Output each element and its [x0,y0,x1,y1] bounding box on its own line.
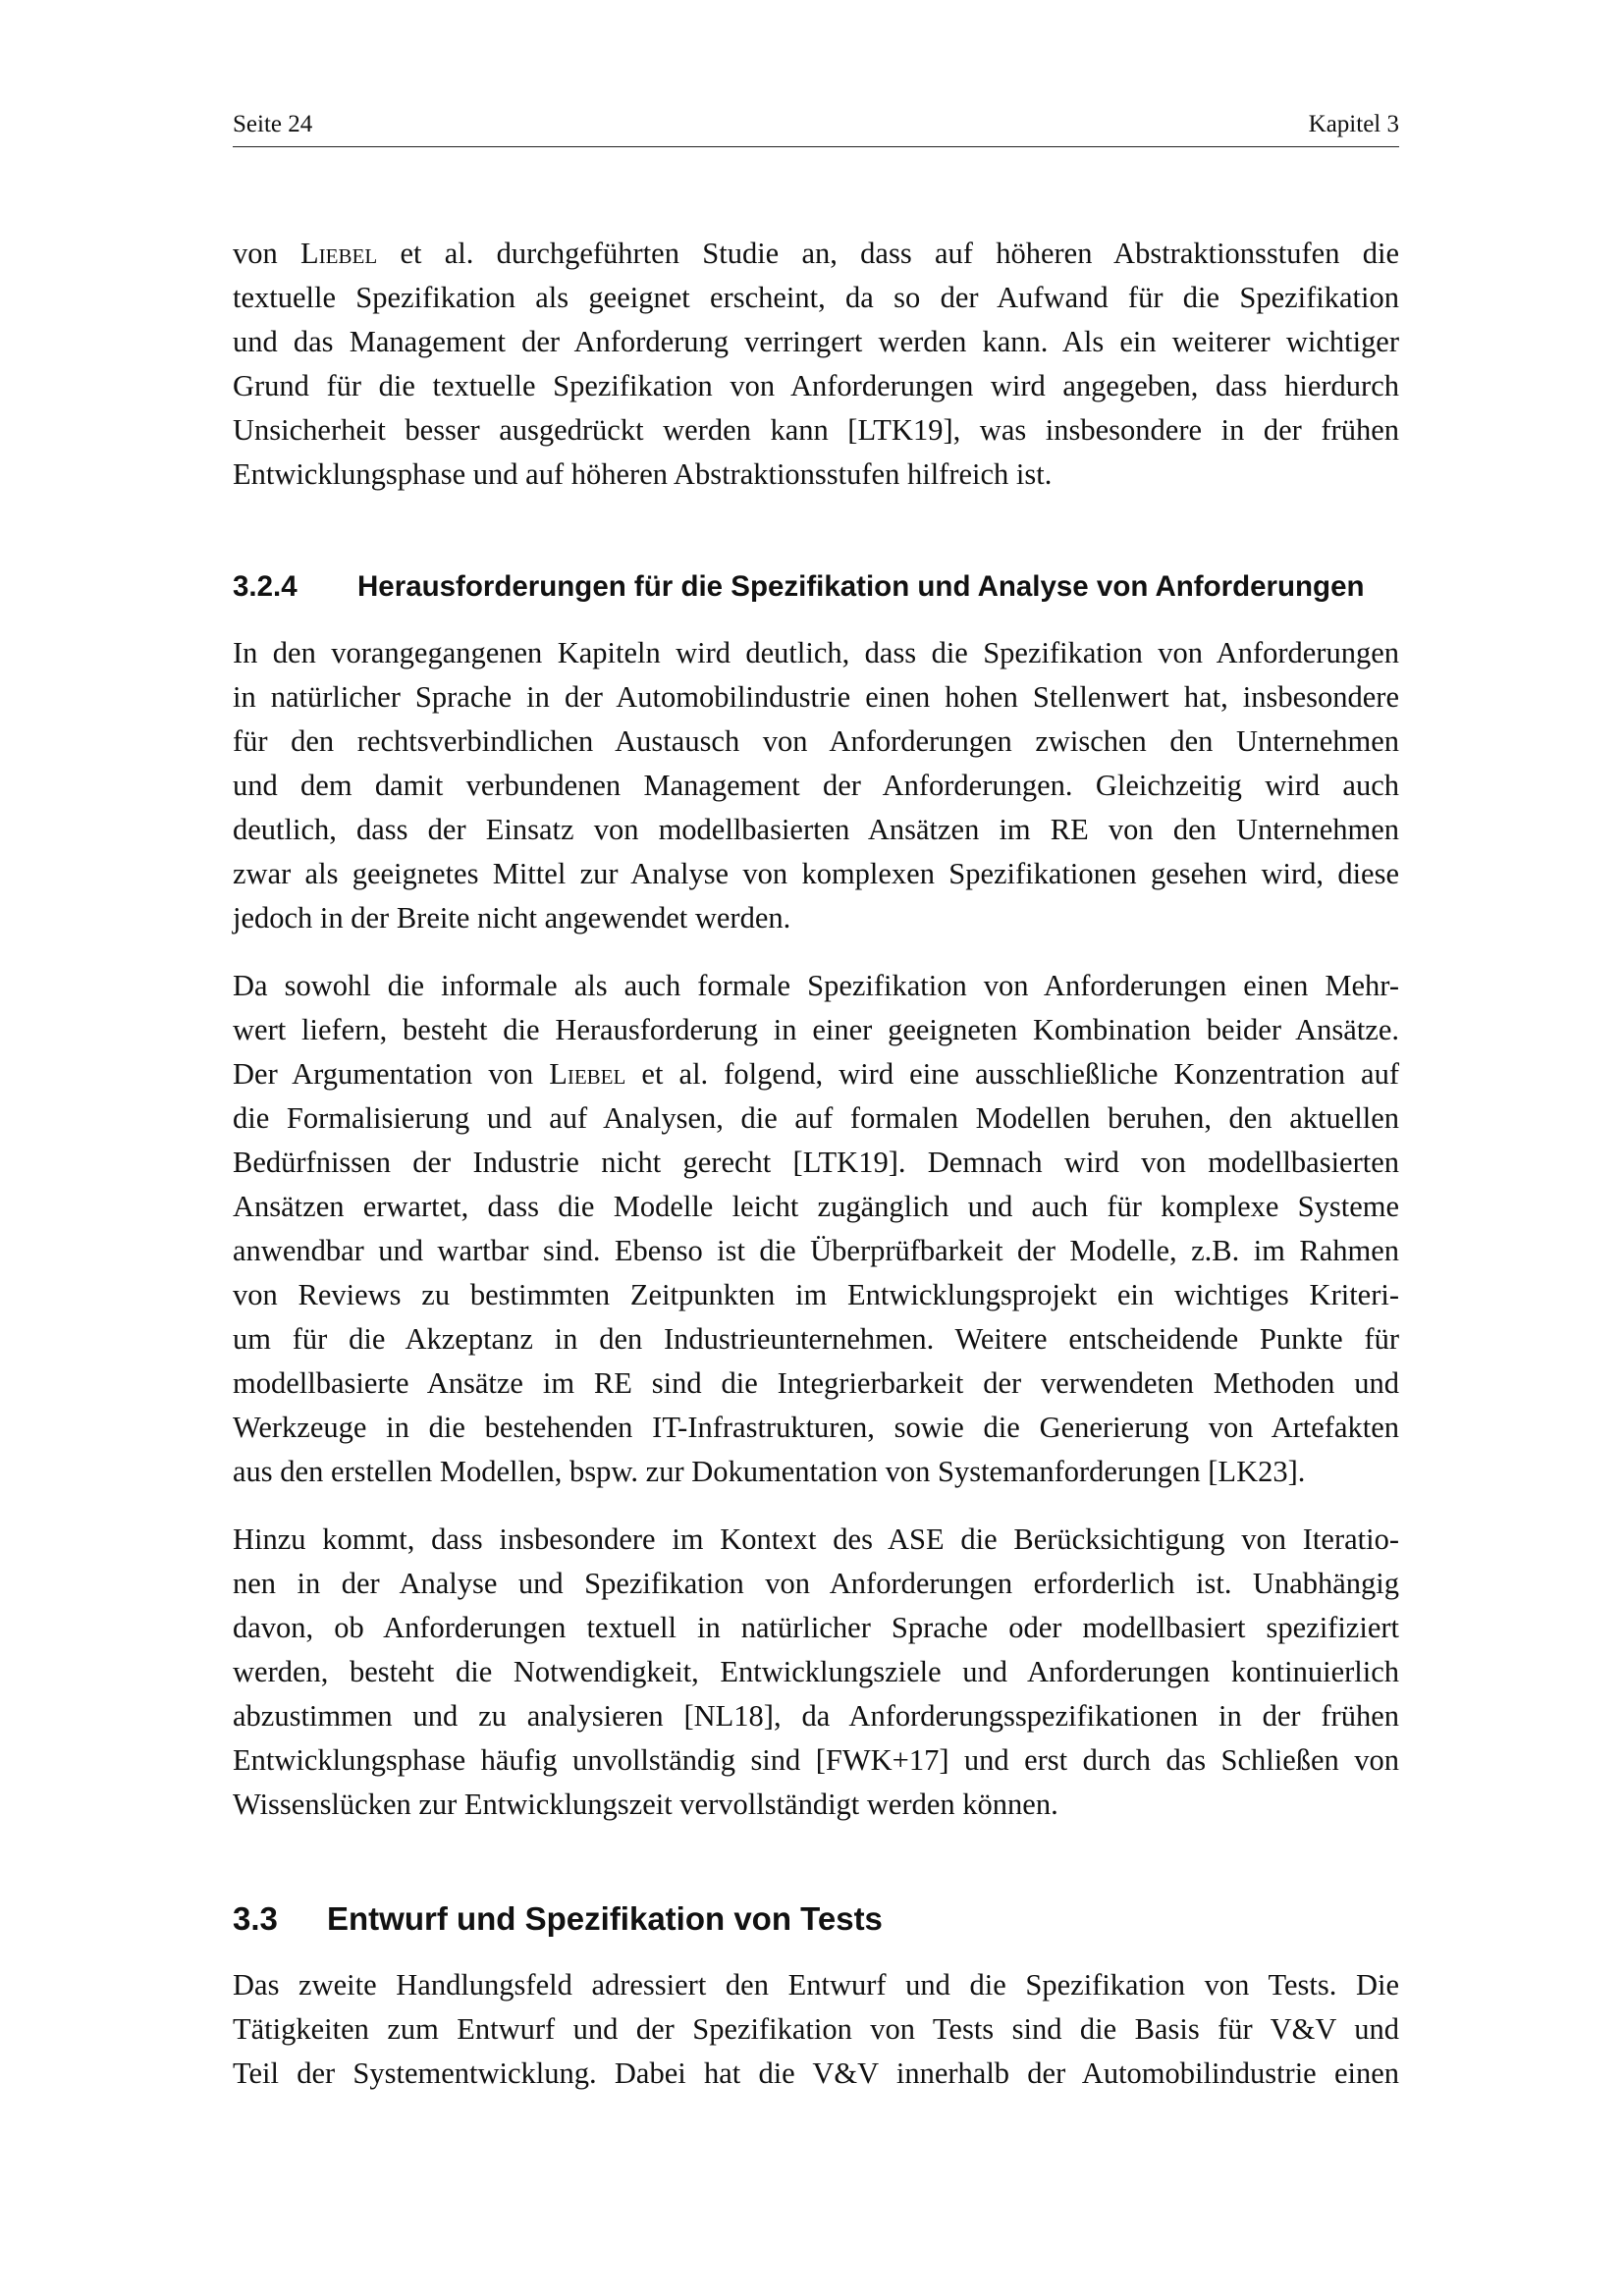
paragraph-4 [233,1518,1399,1827]
text-line: abzustimmen und zu analysieren [NL18], da Anforderungsspezifikationen in der frühen [233,1699,1399,1733]
text-line: für den rechtsverbindlichen Austausch von Anforderungen zwischen den Unternehmen [233,724,1399,758]
text-line: modellbasierte Ansätze im RE sind die Integrierbarkeit der verwendeten Methoden und [233,1366,1399,1400]
text-line: textuelle Spezifikation als geeignet erscheint, da so der Aufwand für die Spezifikation [233,281,1399,314]
text-line: von Reviews zu bestimmten Zeitpunkten im Entwicklungsprojekt ein wichtiges Kriteri- [233,1278,1399,1311]
paragraph-1 [233,232,1399,497]
text-line: Bedürfnissen der Industrie nicht gerecht [LTK19]. Demnach wird von modellbasierten [233,1146,1399,1179]
header-rule [233,146,1399,147]
text-line: davon, ob Anforderungen textuell in natürlicher Sprache oder modellbasiert spezifiziert [233,1611,1399,1644]
paragraph-5 [233,1963,1399,2096]
running-header [233,108,1399,141]
text-line: Tätigkeiten zum Entwurf und der Spezifikation von Tests sind die Basis für V&V und [233,2012,1399,2046]
author-name: Liebel [549,1057,626,1091]
section-title: Entwurf und Spezifikation von Tests [327,1900,883,1937]
section-heading-3-2-4 [233,567,1399,607]
paragraph-3 [233,964,1399,1494]
text-line: Da sowohl die informale als auch formale Spezifikation von Anforderungen einen Mehr- [233,969,1399,1002]
text-line: Der Argumentation von Liebel et al. folgend, wird eine ausschließliche Konzentration auf [233,1057,1400,1091]
text-line: jedoch in der Breite nicht angewendet werden. [233,901,791,934]
text-line: Entwicklungsphase häufig unvollständig sind [FWK+17] und erst durch das Schließen von [233,1743,1399,1777]
header-chapter: Kapitel 3 [1308,111,1399,137]
text-line: die Formalisierung und auf Analysen, die auf formalen Modellen beruhen, den aktuellen [233,1101,1399,1135]
section-number: 3.3 [233,1900,278,1937]
text-line: anwendbar und wartbar sind. Ebenso ist die Überprüfbarkeit der Modelle, z.B. im Rahmen [233,1234,1399,1267]
section-heading-3-3 [233,1897,1399,1941]
text-line: wert liefern, besteht die Herausforderung in einer geeigneten Kombination beider Ansätze. [233,1013,1399,1046]
text-line: und dem damit verbundenen Management der Anforderungen. Gleichzeitig wird auch [233,769,1399,802]
text-line: in natürlicher Sprache in der Automobilindustrie einen hohen Stellenwert hat, insbesondere [233,680,1399,714]
text-line: Grund für die textuelle Spezifikation von Anforderungen wird angegeben, dass hierdurch [233,369,1399,402]
author-name: Liebel [300,237,378,270]
section-number: 3.2.4 [233,570,298,603]
text-line: Unsicherheit besser ausgedrückt werden kann [LTK19], was insbesondere in der frühen [233,413,1399,447]
text-line: zwar als geeignetes Mittel zur Analyse von komplexen Spezifikationen gesehen wird, diese [233,857,1399,890]
text-line: In den vorangegangenen Kapiteln wird deutlich, dass die Spezifikation von Anforderungen [233,636,1399,669]
text-line: Ansätzen erwartet, dass die Modelle leicht zugänglich und auch für komplexe Systeme [233,1190,1399,1223]
text-line: werden, besteht die Notwendigkeit, Entwicklungsziele und Anforderungen kontinuierlich [233,1655,1399,1688]
text-line: nen in der Analyse und Spezifikation von Anforderungen erforderlich ist. Unabhängig [233,1567,1399,1600]
section-title: Herausforderungen für die Spezifikation und Analyse von Anforderungen [357,570,1365,603]
text-line: deutlich, dass der Einsatz von modellbasierten Ansätzen im RE von den Unternehmen [233,813,1399,846]
text-line: um für die Akzeptanz in den Industrieunternehmen. Weitere entscheidende Punkte für [233,1322,1399,1356]
text-line: Entwicklungsphase und auf höheren Abstraktionsstufen hilfreich ist. [233,457,1053,491]
text-line: aus den erstellen Modellen, bspw. zur Dokumentation von Systemanforderungen [LK23]. [233,1455,1306,1488]
text-line: Werkzeuge in die bestehenden IT-Infrastrukturen, sowie die Generierung von Artefakten [233,1411,1399,1444]
text-line: von Liebel et al. durchgeführten Studie an, dass auf höheren Abstraktionsstufen die [233,237,1400,270]
text-line: Das zweite Handlungsfeld adressiert den Entwurf und die Spezifikation von Tests. Die [233,1968,1399,2002]
text-line: und das Management der Anforderung verringert werden kann. Als ein weiterer wichtiger [233,325,1399,358]
text-line: Teil der Systementwicklung. Dabei hat die V&V innerhalb der Automobilindustrie einen [233,2056,1399,2090]
paragraph-2 [233,631,1399,940]
text-line: Wissenslücken zur Entwicklungszeit vervollständigt werden können. [233,1788,1058,1821]
text-line: Hinzu kommt, dass insbesondere im Kontext des ASE die Berücksichtigung von Iteratio- [233,1522,1399,1556]
header-page-number: Seite 24 [233,111,313,137]
